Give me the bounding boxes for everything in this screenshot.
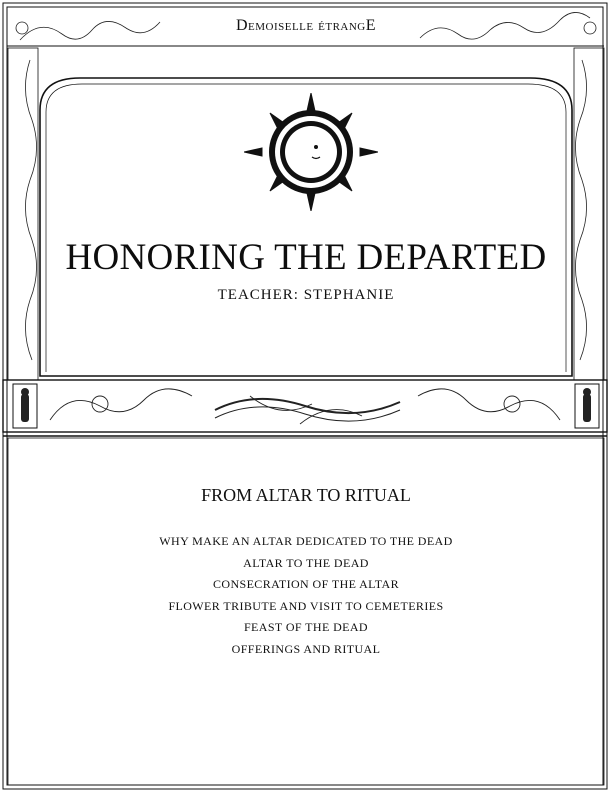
teacher-line: TEACHER: STEPHANIE — [217, 287, 395, 303]
list-item: FEAST OF THE DEAD — [243, 620, 369, 634]
section-heading: FROM ALTAR TO RITUAL — [201, 485, 411, 505]
compass-moon-emblem-icon — [244, 93, 378, 211]
list-item: CONSECRATION OF THE ALTAR — [212, 577, 400, 591]
list-item: FLOWER TRIBUTE AND VISIT TO CEMETERIES — [168, 598, 444, 613]
topic-list — [0, 531, 612, 660]
list-item: ALTAR TO THE DEAD — [243, 555, 369, 570]
list-item: WHY MAKE AN ALTAR DEDICATED TO THE DEAD — [159, 534, 453, 548]
brand-name: Demoiselle étrangE — [235, 17, 377, 34]
page-title: HONORING THE DEPARTED — [65, 237, 547, 278]
list-item: OFFERINGS AND RITUAL — [231, 641, 381, 656]
